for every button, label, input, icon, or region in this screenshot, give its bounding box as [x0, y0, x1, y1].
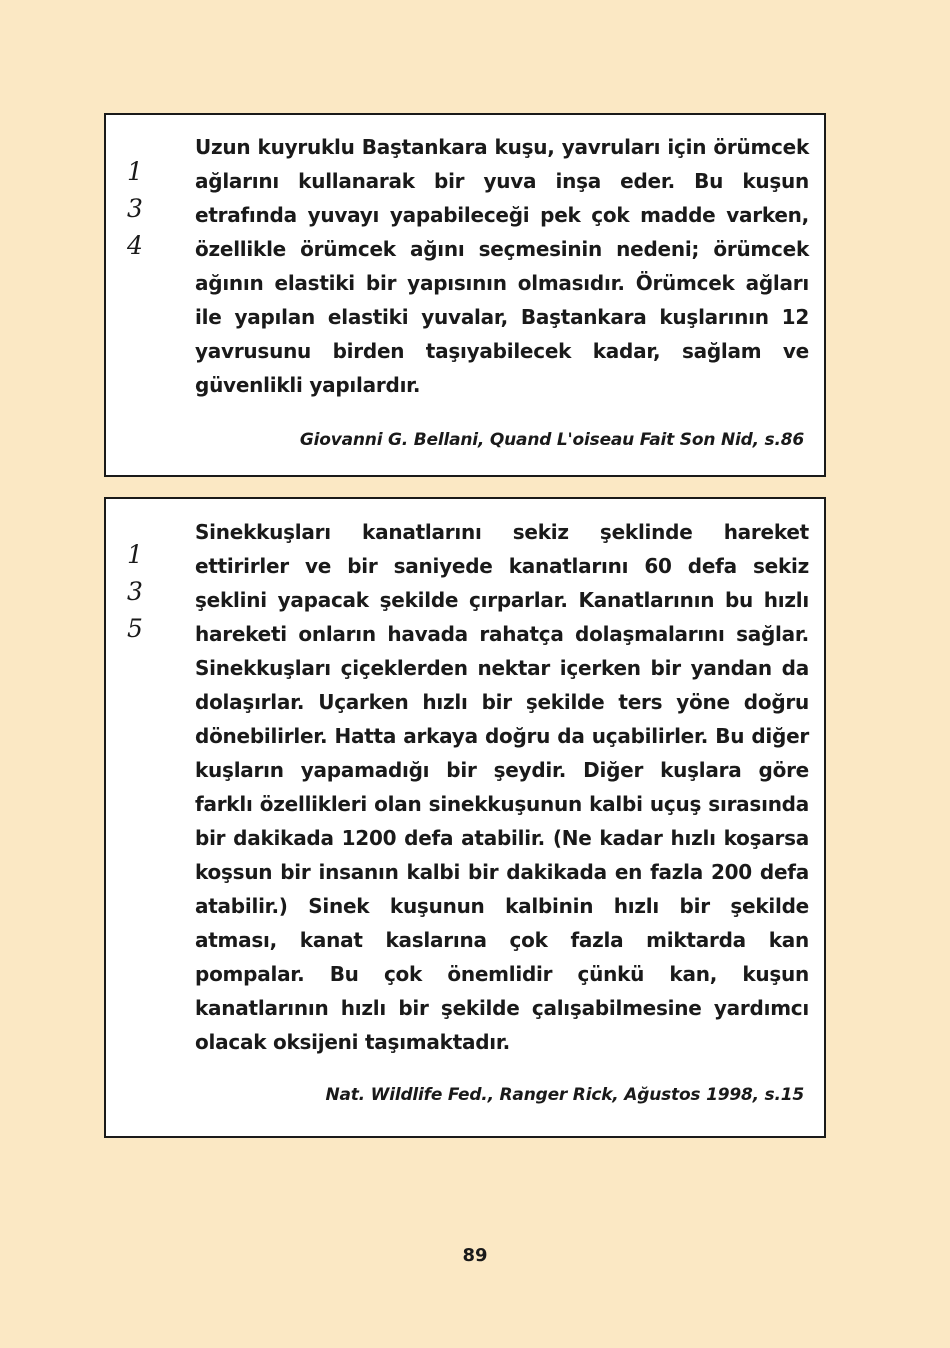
entry-box-134: [104, 113, 826, 477]
entry-text: Uzun kuyruklu Baştankara kuşu, yavruları için örümcek ağlarını kullanarak bir yuva inşa eder. Bu kuşun etrafında yuvayı yapabileceği pek çok madde varken, özellikle örümcek ağını seçmesinin nedeni; örümcek ağının elastiki bir yapısının olmasıdır. Örümcek ağları ile yapılan elastiki yuvalar, Baştankara kuşlarının 12 yavrusunu birden taşıyabilecek kadar, sağlam ve güvenlikli yapılardır.: [195, 135, 809, 397]
entry-number-digit: 4: [127, 231, 143, 260]
entry-number: [124, 536, 146, 647]
entry-number-digit: 5: [127, 614, 143, 643]
page-number: 89: [462, 1245, 488, 1266]
entry-box-135: [104, 497, 826, 1138]
entry-number-digit: 3: [127, 194, 143, 223]
entry-text: Sinekkuşları kanatlarını sekiz şeklinde hareket ettirirler ve bir saniyede kanatlarını 60 defa sekiz şeklini yapacak şekilde çırparlar. Kanatlarının bu hızlı hareketi onların havada rahatça dolaşmalarını sağlar. Sinekkuşları çiçeklerden nektar içerken bir yandan da dolaşırlar. Uçarken hızlı bir şekilde ters yöne doğru dönebilirler. Hatta arkaya doğru da uçabilirler. Bu diğer kuşların yapamadığı bir şeydir. Diğer kuşlara göre farklı özellikleri olan sinekkuşunun kalbi uçuş sırasında bir dakikada 1200 defa atabilir. (Ne kadar hızlı koşarsa koşsun bir insanın kalbi bir dakikada en fazla 200 defa atabilir.) Sinek kuşunun kalbinin hızlı bir şekilde atması, kanat kaslarına çok fazla miktarda kan pompalar. Bu çok önemlidir çünkü kan, kuşun kanatlarının hızlı bir şekilde çalışabilmesine yardımcı olacak oksijeni taşımaktadır.: [195, 520, 809, 1054]
entry-source: Giovanni G. Bellani, Quand L'oiseau Fait Son Nid, s.86: [299, 430, 804, 450]
entry-number-digit: 1: [127, 540, 143, 569]
entry-number-digit: 3: [127, 577, 143, 606]
entry-number-digit: 1: [127, 157, 143, 186]
entry-source: Nat. Wildlife Fed., Ranger Rick, Ağustos 1998, s.15: [325, 1085, 804, 1105]
entry-number: [124, 153, 146, 264]
